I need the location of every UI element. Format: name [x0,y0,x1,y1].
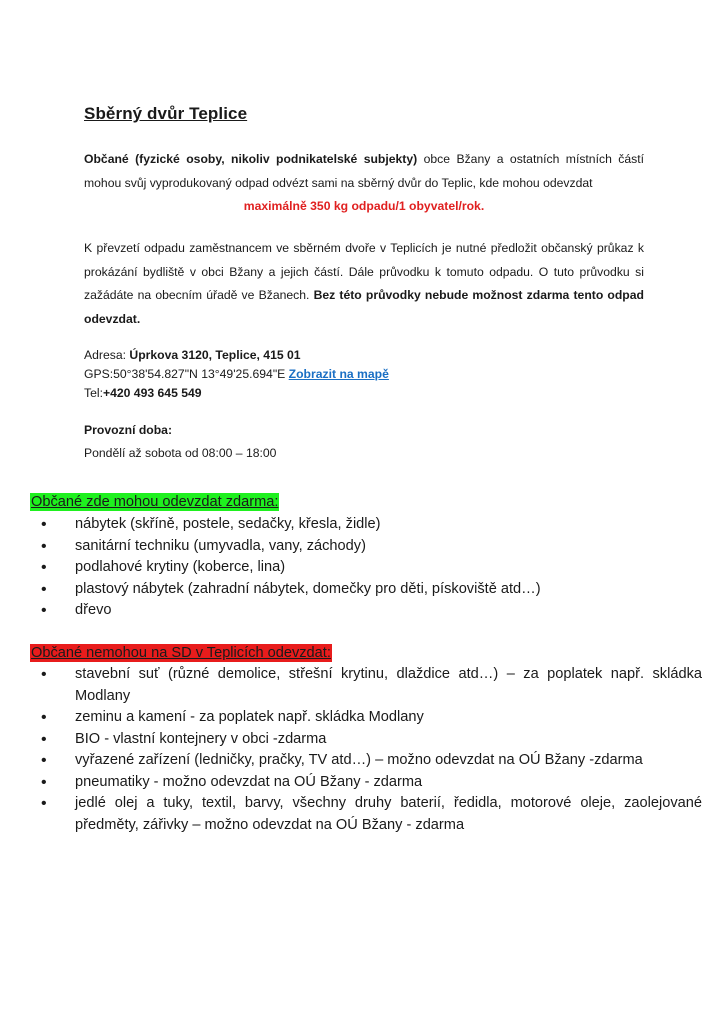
list-item-text: podlahové krytiny (koberce, lina) [75,559,286,575]
not-accepted-section-heading: Občané nemohou na SD v Teplicích odevzdat: [31,645,331,661]
list-item-text: pneumatiky - možno odevzdat na OÚ Bžany - zdarma [75,773,423,790]
bullet-icon: • [41,730,47,748]
address-line [84,346,644,365]
not-accepted-items-list [38,664,702,836]
list-item [38,600,702,622]
requirements-paragraph [84,237,644,331]
free-items-list [38,514,702,622]
bullet-icon: • [41,602,47,619]
list-item-text: vyřazené zařízení (ledničky, pračky, TV atd…) – možno odevzdat na OÚ Bžany -zdarma [75,752,643,768]
hours-value: Pondělí až sobota od 08:00 – 18:00 [84,446,277,460]
page-title: Sběrný dvůr Teplice [84,104,248,123]
list-item-text: dřevo [75,602,112,618]
list-item [38,750,702,772]
address-label: Adresa: [84,348,130,362]
tel-value: +420 493 645 549 [102,386,202,400]
bullet-icon: • [41,773,47,791]
list-item-text: jedlé olej a tuky, textil, barvy, všechny druhy baterií, ředidla, motorové oleje, zaolejované předměty, zářivky – možno odevzdat na OÚ Bžany - zdarma [75,795,702,833]
list-item-text: BIO - vlastní kontejnery v obci -zdarma [75,730,327,747]
list-item [38,664,702,707]
list-item [38,557,702,579]
intro-paragraph [84,148,644,219]
list-item-text: zeminu a kamení - za poplatek např. skládka Modlany [75,709,424,725]
intro-bold-lead: Občané (fyzické osoby, nikoliv podnikatelské subjekty) [84,152,418,166]
limit-note: maximálně 350 kg odpadu/1 obyvatel/rok. [243,199,485,213]
list-item [38,772,702,794]
bullet-icon: • [41,580,47,598]
opening-hours [84,419,644,465]
requirements-bold: Bez této průvodky nebude možnost zdarma tento odpad odevzdat. [84,288,644,326]
hours-label: Provozní doba: [84,423,173,437]
bullet-icon: • [41,537,47,555]
list-item [38,793,702,836]
requirements-text: K převzetí odpadu zaměstnancem ve sběrném dvoře v Teplicích je nutné předložit občanský průkaz k prokázání bydliště v obci Bžany a jejich částí. Dále průvodku k tomuto odpadu. O tuto průvodku si zažádáte na obecním úřadě ve Bžanech. [84,241,644,302]
list-item-text: stavební suť (různé demolice, střešní krytinu, dlaždice atd…) – za poplatek např. skládka Modlany [75,666,702,704]
gps-line [84,365,644,384]
gps-value: GPS:50°38'54.827"N 13°49'25.694"E [84,367,289,381]
tel-label: Tel: [84,386,103,400]
list-item [38,729,702,751]
list-item-text: plastový nábytek (zahradní nábytek, domečky pro děti, pískoviště atd…) [75,580,541,597]
list-item [38,579,702,601]
contact-block [84,346,644,403]
bullet-icon: • [41,709,47,726]
list-item-text: sanitární techniku (umyvadla, vany, záchody) [75,537,366,554]
address-value: Úprkova 3120, Teplice, 415 01 [129,348,301,362]
list-item [38,707,702,729]
map-link[interactable]: Zobrazit na mapě [288,367,389,381]
bullet-icon: • [41,666,47,683]
bullet-icon: • [41,516,47,533]
bullet-icon: • [41,559,47,576]
tel-line [84,384,644,403]
intro-text [84,148,644,195]
list-item-text: nábytek (skříně, postele, sedačky, křesla, židle) [75,516,381,532]
bullet-icon: • [41,795,47,812]
list-item [38,514,702,536]
bullet-icon: • [41,752,47,769]
free-section-heading: Občané zde mohou odevzdat zdarma: [31,494,279,510]
intro-body: obce Bžany a ostatních místních částí mohou svůj vyprodukovaný odpad odvézt sami na sběrný dvůr do Teplic, kde mohou odevzdat [84,152,644,190]
list-item [38,536,702,558]
